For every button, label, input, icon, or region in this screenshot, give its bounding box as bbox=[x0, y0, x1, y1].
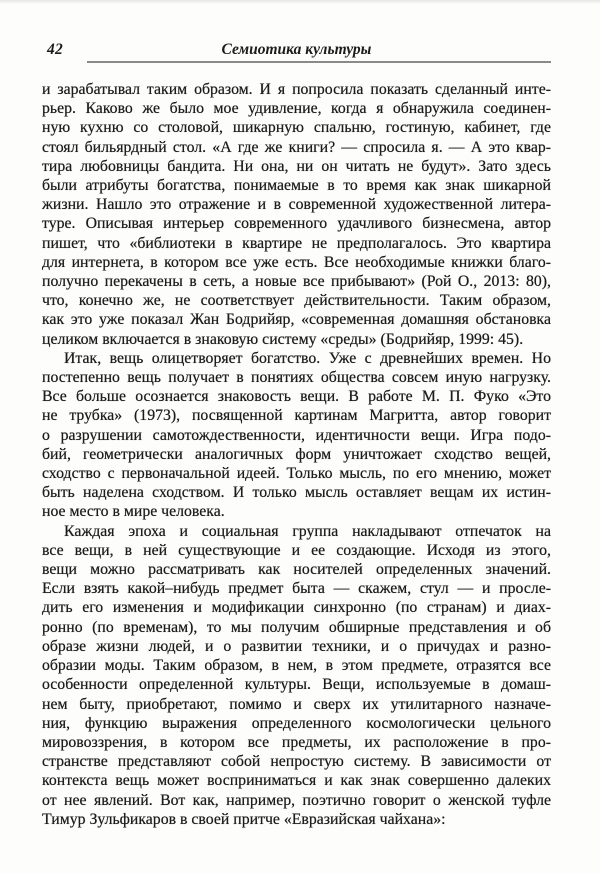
text-line: пишет, что «библиотеки в квартире не предполагалось. Это квартира bbox=[42, 234, 551, 252]
text-line: рьер. Каково же было мое удивление, когда я обнаружила соединен- bbox=[42, 100, 551, 118]
text-line: для интернета, в котором все уже есть. Все необходимые книжки благо- bbox=[42, 253, 551, 271]
text-line: получно перекачены в сеть, а новые все прибывают» (Рой О., 2013: 80), bbox=[42, 273, 551, 291]
text-line: и зарабатывал таким образом. И я попросила показать сделанный инте- bbox=[42, 81, 551, 98]
paragraph bbox=[42, 349, 551, 522]
text-line: контекста вещь может восприниматься и как знак совершенно далеких bbox=[42, 772, 551, 790]
text-line: о разрушении самотождественности, идентичности вещи. Игра подо- bbox=[42, 426, 551, 444]
text-line: особенности определенной культуры. Вещи, используемые в домаш- bbox=[42, 676, 551, 694]
text-line: что, конечно же, не соответствует действительности. Таким образом, bbox=[42, 292, 551, 310]
text-line: сходство с первоначальной идеей. Только мысль, по его мнению, может bbox=[42, 465, 551, 483]
text-line: как это уже показал Жан Бодрийяр, «современная домашняя обстановка bbox=[42, 311, 551, 329]
text-line: жизни. Нашло это отражение и в современной художественной литера- bbox=[42, 196, 551, 214]
text-line: быть наделена сходством. И только мысль оставляет вещам их истин- bbox=[42, 484, 551, 502]
text-line: постепенно вещь получает в понятиях общества совсем иную нагрузку. bbox=[42, 369, 551, 387]
header-rule bbox=[87, 61, 551, 63]
running-title: Семиотика культуры bbox=[221, 41, 372, 58]
text-line: туре. Описывая интерьер современного удачливого бизнесмена, автор bbox=[42, 215, 551, 233]
text-line: не трубка» (1973), посвященной картинам Магритта, автор говорит bbox=[42, 407, 551, 425]
text-line: образии моды. Таким образом, в нем, в этом предмете, отразятся все bbox=[42, 657, 551, 675]
paragraph bbox=[42, 522, 551, 829]
text-line: Все больше осознается знаковость вещи. В работе М. П. Фуко «Это bbox=[42, 388, 551, 406]
text-line: вещи можно рассматривать как носителей определенных значений. bbox=[42, 561, 551, 579]
text-line: образе жизни людей, и о развитии техники, и о причудах и разно- bbox=[42, 637, 551, 655]
text-line: Если взять какой–нибудь предмет быта — скажем, стул — и просле- bbox=[42, 580, 551, 598]
page-number: 42 bbox=[47, 41, 64, 58]
text-line: мировоззрения, в котором все предметы, их расположение в про- bbox=[42, 733, 551, 751]
text-line: тира любовницы бандита. Ни она, ни он читать не будут». Зато здесь bbox=[42, 157, 551, 175]
text-line: стоял бильярдный стол. «А где же книги? — спросила я. — А это квар- bbox=[42, 138, 551, 156]
text-line: от нее явлений. Вот как, например, поэтично говорит о женской туфле bbox=[42, 791, 551, 809]
body-text bbox=[42, 80, 551, 829]
text-line: Тимур Зульфикаров в своей притче «Евразийская чайхана»: bbox=[42, 810, 446, 828]
text-line: были атрибуты богатства, понимаемые в то время как знак шикарной bbox=[42, 177, 551, 195]
text-line: странстве представляют собой непростую систему. В зависимости от bbox=[42, 753, 551, 771]
text-line: целиком включается в знаковую систему «среды» (Бодрийяр, 1999: 45). bbox=[42, 330, 524, 348]
text-line: ронно (по временам), то мы получим обширные представления и об bbox=[42, 618, 551, 636]
text-line: ную кухню со столовой, шикарную спальню, гостиную, кабинет, где bbox=[42, 119, 551, 137]
paragraph bbox=[42, 80, 551, 349]
text-line: бий, геометрически аналогичных форм уничтожает сходство вещей, bbox=[42, 445, 551, 463]
text-line: ния, функцию выражения определенного космологически цельного bbox=[42, 714, 551, 732]
text-line: нем быту, приобретают, помимо и сверх их утилитарного назначе- bbox=[42, 695, 551, 713]
page-header bbox=[42, 40, 551, 66]
text-line: ное место в мире человека. bbox=[42, 503, 225, 521]
text-line: Каждая эпоха и социальная группа накладывают отпечаток на bbox=[64, 522, 551, 540]
text-line: Итак, вещь олицетворяет богатство. Уже с древнейших времен. Но bbox=[64, 349, 551, 367]
text-line: дить его изменения и модификации синхронно (по странам) и диах- bbox=[42, 599, 551, 617]
text-line: все вещи, в ней существующие и ее создающие. Исходя из этого, bbox=[42, 541, 551, 559]
